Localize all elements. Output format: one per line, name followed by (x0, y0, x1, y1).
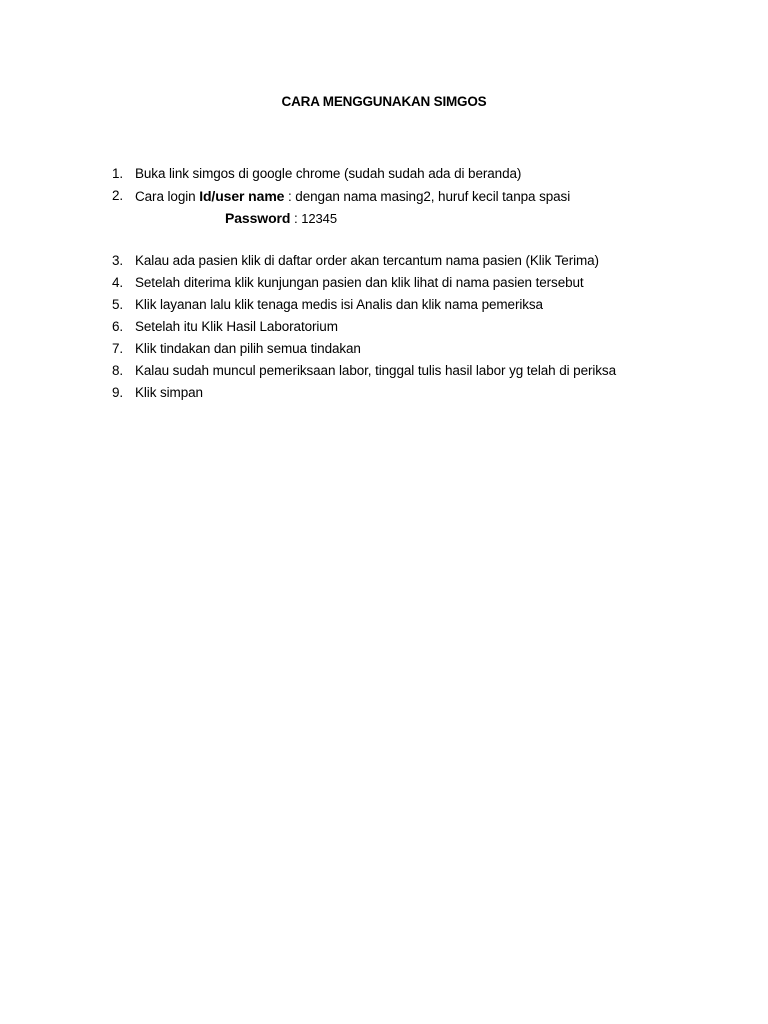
list-item-text: Klik layanan lalu klik tenaga medis isi Analis dan klik nama pemeriksa (135, 297, 543, 312)
list-item-text: Klik tindakan dan pilih semua tindakan (135, 341, 361, 356)
list-item-text: Setelah itu Klik Hasil Laboratorium (135, 319, 338, 334)
login-text-prefix: Cara login (135, 189, 200, 204)
list-item-text: Klik simpan (135, 385, 203, 400)
list-item-number: 3. (112, 253, 124, 268)
instruction-list (112, 163, 732, 404)
list-item-number: 8. (112, 363, 124, 378)
list-item (112, 272, 732, 294)
username-label: Id/user name (199, 188, 285, 204)
login-text-suffix: : dengan nama masing2, huruf kecil tanpa spasi (284, 189, 571, 204)
list-item-text: Kalau sudah muncul pemeriksaan labor, tinggal tulis hasil labor yg telah di periksa (135, 363, 616, 378)
password-label: Password (225, 210, 291, 226)
password-separator: : (290, 211, 302, 226)
list-item-text: Setelah diterima klik kunjungan pasien dan klik lihat di nama pasien tersebut (135, 275, 584, 290)
list-item (112, 360, 732, 382)
list-item-number: 2. (112, 188, 124, 203)
list-item (112, 316, 732, 338)
list-item-number: 6. (112, 319, 124, 334)
list-item-text: Kalau ada pasien klik di daftar order akan tercantum nama pasien (Klik Terima) (135, 253, 599, 268)
list-item-number: 4. (112, 275, 124, 290)
password-text (225, 207, 337, 230)
list-item-text: Buka link simgos di google chrome (sudah sudah ada di beranda) (135, 166, 522, 181)
list-item-number: 9. (112, 385, 124, 400)
list-item-number: 1. (112, 166, 124, 181)
list-item (112, 185, 732, 207)
document-title: CARA MENGGUNAKAN SIMGOS (281, 94, 487, 109)
list-item (112, 163, 732, 185)
password-value: 12345 (301, 211, 337, 226)
password-line (112, 207, 732, 229)
list-item (112, 382, 732, 404)
list-item (112, 250, 732, 272)
list-item (112, 338, 732, 360)
list-item-number: 5. (112, 297, 124, 312)
list-item (112, 294, 732, 316)
list-item-text (135, 185, 570, 208)
list-item-number: 7. (112, 341, 124, 356)
